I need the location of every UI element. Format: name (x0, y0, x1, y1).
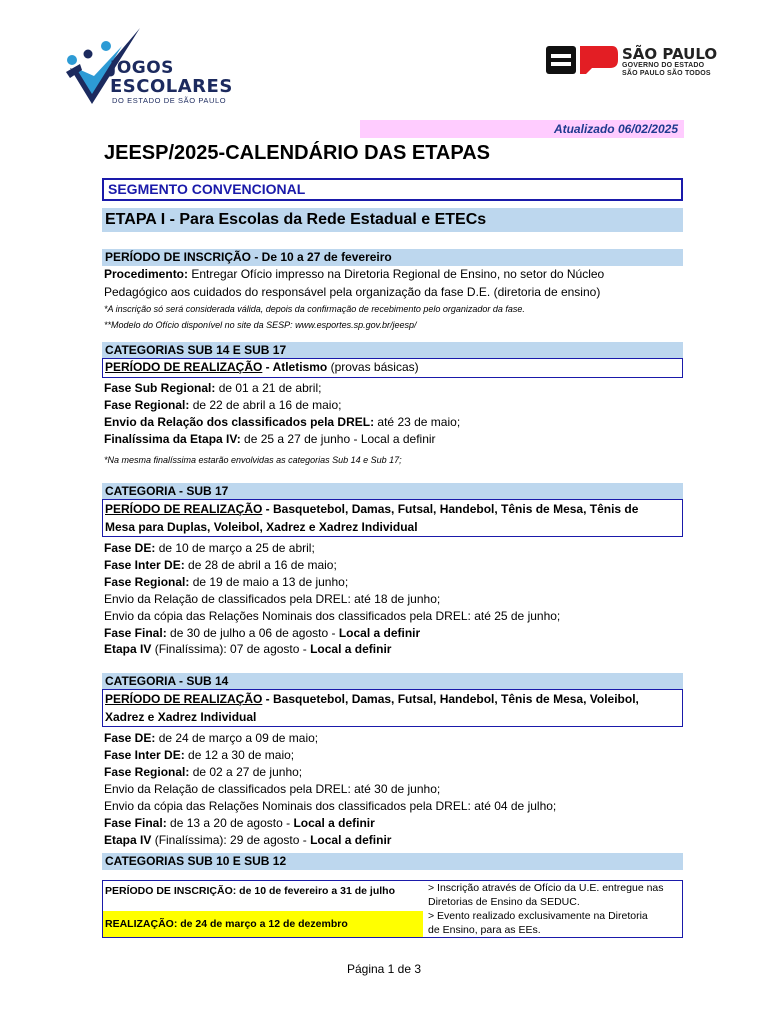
sub14-line (104, 730, 318, 746)
logo-line-2: ESCOLARES (110, 76, 233, 97)
line-text: até 23 de maio; (374, 415, 461, 429)
sub17-band-text: CATEGORIA - SUB 17 (105, 484, 229, 498)
line-tail: Local a definir (293, 816, 375, 830)
jogos-escolares-logo (62, 24, 252, 110)
sao-paulo-logo-line-2: GOVERNO DO ESTADO (622, 62, 705, 69)
governo-sp-logo (546, 42, 726, 82)
sub17-band (102, 483, 683, 500)
line-label: Fase Final: (104, 626, 167, 640)
line-text: Envio da cópia das Relações Nominais dos classificados pela DREL: até 25 de junho; (104, 609, 561, 623)
procedimento-line-1 (104, 266, 604, 282)
sub14-periodo-line-1 (105, 690, 682, 708)
inscricao-label: PERÍODO DE INSCRIÇÃO (105, 250, 252, 264)
sub14-17-band (102, 342, 683, 359)
line-text: (Finalíssima): 29 de agosto - (151, 833, 311, 847)
sao-paulo-logo-line-3: SÃO PAULO SÃO TODOS (622, 70, 711, 77)
line-label: Fase Sub Regional: (104, 381, 216, 395)
sub17-line (104, 557, 337, 573)
sub17-periodo-line-2 (105, 518, 682, 536)
line-text: (Finalíssima): 07 de agosto - (151, 642, 311, 656)
logo-line-3: DO ESTADO DE SÃO PAULO (112, 96, 227, 105)
sub10-12-realizacao: REALIZAÇÃO: de 24 de março a 12 de dezembro (103, 911, 423, 937)
sub14-band (102, 673, 683, 690)
line-text: de 12 a 30 de maio; (184, 748, 295, 762)
line-label: Envio da Relação dos classificados pela DREL: (104, 415, 375, 429)
line-tail: Local a definir (310, 833, 392, 847)
line-label: Fase Inter DE: (104, 558, 185, 572)
sub10-12-note-2-line-1: > Evento realizado exclusivamente na Diretoria (428, 910, 648, 922)
sub17-periodo-box (102, 499, 683, 537)
sub10-12-band-text: CATEGORIAS SUB 10 E SUB 12 (105, 854, 287, 868)
etapa-title: ETAPA I - Para Escolas da Rede Estadual e ETECs (102, 208, 683, 232)
line-text: Envio da Relação de classificados pela DREL: até 18 de junho; (104, 592, 441, 606)
line-text: de 22 de abril a 16 de maio; (189, 398, 342, 412)
sub14-17-line (104, 380, 321, 396)
sub10-12-note-2 (425, 909, 681, 937)
sub14-band-text: CATEGORIA - SUB 14 (105, 674, 229, 688)
sub14-line (104, 747, 294, 763)
sub14-17-periodo-label: PERÍODO DE REALIZAÇÃO (105, 360, 263, 374)
segment-title: SEGMENTO CONVENCIONAL (102, 178, 683, 201)
sub10-12-table (102, 880, 683, 938)
inscricao-note-2: **Modelo do Ofício disponível no site da SESP: www.esportes.sp.gov.br/jeesp/ (104, 320, 417, 330)
line-text: de 13 a 20 de agosto - (166, 816, 294, 830)
page-number: Página 1 de 3 (346, 962, 422, 976)
line-label: Etapa IV (104, 642, 152, 656)
sub14-periodo-box (102, 689, 683, 727)
sub14-17-periodo-sport: - Atletismo (262, 360, 328, 374)
inscricao-value: - De 10 a 27 de fevereiro (251, 250, 392, 264)
sub14-periodo-sports-1: - Basquetebol, Damas, Futsal, Handebol, Tênis de Mesa, Voleibol, (262, 692, 639, 706)
sub14-17-line (104, 431, 436, 447)
sub14-17-band-text: CATEGORIAS SUB 14 E SUB 17 (105, 343, 287, 357)
sub17-periodo-line-1 (105, 500, 682, 518)
page-title: JEESP/2025-CALENDÁRIO DAS ETAPAS (104, 142, 491, 164)
line-label: Fase DE: (104, 541, 156, 555)
line-text: de 01 a 21 de abril; (215, 381, 322, 395)
line-label: Fase Regional: (104, 575, 190, 589)
sub17-line (104, 641, 391, 657)
line-label: Fase Final: (104, 816, 167, 830)
line-label: Finalíssima da Etapa IV: (104, 432, 241, 446)
line-text: de 24 de março a 09 de maio; (155, 731, 319, 745)
procedimento-text-1: Entregar Ofício impresso na Diretoria Regional de Ensino, no setor do Núcleo (188, 267, 605, 281)
sub17-line (104, 625, 420, 641)
sub17-line (104, 608, 560, 624)
sub14-periodo-line-2 (105, 708, 682, 726)
sub17-line (104, 540, 315, 556)
line-text: de 19 de maio a 13 de junho; (189, 575, 349, 589)
sub14-line (104, 798, 556, 814)
sub17-periodo-sports-1: - Basquetebol, Damas, Futsal, Handebol, Tênis de Mesa, Tênis de (262, 502, 639, 516)
sub17-line (104, 591, 440, 607)
line-text: Envio da cópia das Relações Nominais dos classificados pela DREL: até 04 de julho; (104, 799, 557, 813)
sao-paulo-logo-title: SÃO PAULO (622, 45, 718, 63)
line-text: Envio da Relação de classificados pela DREL: até 30 de junho; (104, 782, 441, 796)
sub14-line (104, 815, 375, 831)
line-label: Fase Inter DE: (104, 748, 185, 762)
updated-date: Atualizado 06/02/2025 (360, 120, 684, 138)
line-tail: Local a definir (338, 626, 421, 640)
sub14-17-periodo-box (102, 358, 683, 378)
sub14-line (104, 832, 391, 848)
line-text: de 10 de março a 25 de abril; (155, 541, 315, 555)
sp-emblem-icon (546, 42, 618, 76)
sub17-line (104, 574, 348, 590)
line-tail: Local a definir (310, 642, 392, 656)
line-label: Fase Regional: (104, 765, 190, 779)
sub14-line (104, 764, 302, 780)
line-text: de 28 de abril a 16 de maio; (184, 558, 337, 572)
sub10-12-note-1 (425, 881, 681, 909)
procedimento-label: Procedimento: (104, 267, 189, 281)
sub14-periodo-sports-2: Xadrez e Xadrez Individual (105, 710, 257, 724)
sub14-periodo-label: PERÍODO DE REALIZAÇÃO (105, 692, 263, 706)
inscricao-band (102, 249, 683, 266)
sub10-12-inscricao: PERÍODO DE INSCRIÇÃO: de 10 de fevereiro a 31 de julho (105, 885, 395, 897)
logo-line-1: JOGOS (110, 58, 174, 78)
inscricao-note-1: *A inscrição só será considerada válida, depois da confirmação de recebimento pelo organizador da fase. (104, 304, 525, 314)
sub14-17-line (104, 397, 341, 413)
sub10-12-band (102, 853, 683, 870)
sub14-line (104, 781, 440, 797)
line-label: Etapa IV (104, 833, 152, 847)
sub14-17-line (104, 414, 460, 430)
line-text: de 02 a 27 de junho; (189, 765, 303, 779)
sub17-periodo-sports-2: Mesa para Duplas, Voleibol, Xadrez e Xadrez Individual (105, 520, 418, 534)
sub10-12-note-2-line-2: de Ensino, para as EEs. (428, 924, 541, 936)
line-text: de 25 a 27 de junho - Local a definir (240, 432, 436, 446)
sub10-12-note-1-line-1: > Inscrição através de Ofício da U.E. entregue nas (428, 882, 664, 894)
line-label: Fase Regional: (104, 398, 190, 412)
sub14-17-note: *Na mesma finalíssima estarão envolvidas as categorias Sub 14 e Sub 17; (104, 455, 402, 465)
sub17-periodo-label: PERÍODO DE REALIZAÇÃO (105, 502, 263, 516)
line-label: Fase DE: (104, 731, 156, 745)
line-text: de 30 de julho a 06 de agosto - (166, 626, 339, 640)
sub10-12-note-1-line-2: Diretorias de Ensino da SEDUC. (428, 896, 580, 908)
sub14-17-periodo-extra: (provas básicas) (327, 360, 419, 374)
procedimento-line-2: Pedagógico aos cuidados do responsável pela organização da fase D.E. (diretoria de ensino) (104, 285, 601, 299)
